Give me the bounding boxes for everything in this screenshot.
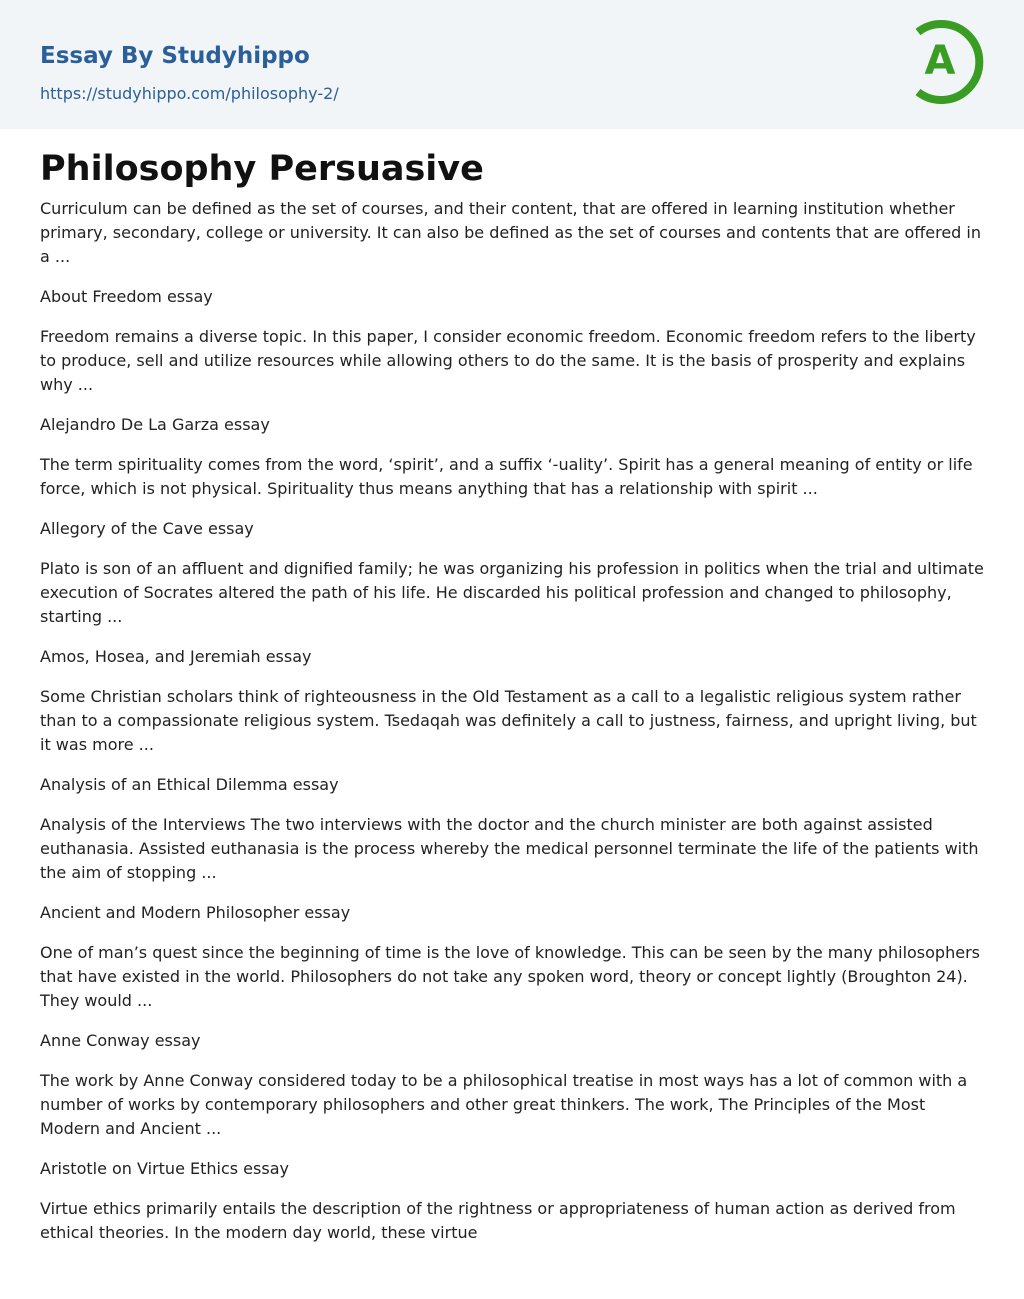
essay-list [40,285,984,1245]
essay-excerpt: The term spirituality comes from the word, ‘spirit’, and a suffix ‘-uality’. Spirit has a general meaning of entity or life force, which is not physical. Spirituality thus means anything that has a relationship with spirit ... [40,455,973,498]
essay-title[interactable]: Amos, Hosea, and Jeremiah essay [40,647,312,666]
essay-excerpt: The work by Anne Conway considered today to be a philosophical treatise in most ways has a lot of common with a number of works by contemporary philosophers and other great thinkers. The work, The Principles of the Most Modern and Ancient ... [40,1071,968,1138]
essay-title[interactable]: Allegory of the Cave essay [40,519,254,538]
essay-title[interactable]: Ancient and Modern Philosopher essay [40,903,351,922]
intro-paragraph: Curriculum can be defined as the set of courses, and their content, that are offered in learning institution whether primary, secondary, college or university. It can also be defined as the set of courses and contents that are offered in a ... [40,199,982,266]
essay-item [40,517,984,629]
essay-title[interactable]: About Freedom essay [40,287,213,306]
main-content [0,129,1024,1245]
essay-item [40,773,984,885]
essay-excerpt: One of man’s quest since the beginning of time is the love of knowledge. This can be seen by the many philosophers that have existed in the world. Philosophers do not take any spoken word, theory or concept lightly (Broughton 24). They would ... [40,943,980,1010]
essay-excerpt: Some Christian scholars think of righteousness in the Old Testament as a call to a legalistic religious system rather than to a compassionate religious system. Tsedaqah was definitely a call to justness, fairness, and upright living, but it was more ... [40,687,977,754]
essay-item [40,901,984,1013]
essay-item [40,645,984,757]
essay-item [40,413,984,501]
essay-item [40,1029,984,1141]
essay-title[interactable]: Analysis of an Ethical Dilemma essay [40,775,339,794]
essay-excerpt: Analysis of the Interviews The two interviews with the doctor and the church minister are both against assisted euthanasia. Assisted euthanasia is the process whereby the medical personnel terminate the life of the patients with the aim of stopping ... [40,815,979,882]
site-header [0,0,1024,129]
essay-title[interactable]: Aristotle on Virtue Ethics essay [40,1159,289,1178]
page-title: Philosophy Persuasive [40,149,484,189]
logo-letter: A [924,38,956,84]
essay-excerpt: Freedom remains a diverse topic. In this paper, I consider economic freedom. Economic freedom refers to the liberty to produce, sell and utilize resources while allowing others to do the same. It is the basis of prosperity and explains why ... [40,327,976,394]
essay-title[interactable]: Alejandro De La Garza essay [40,415,270,434]
essay-item [40,1157,984,1245]
essay-title[interactable]: Anne Conway essay [40,1031,201,1050]
essay-excerpt: Virtue ethics primarily entails the description of the rightness or appropriateness of human action as derived from ethical theories. In the modern day world, these virtue [40,1199,956,1242]
studyhippo-logo-icon[interactable] [910,18,986,106]
essay-item [40,285,984,397]
source-url-link[interactable]: https://studyhippo.com/philosophy-2/ [40,84,339,103]
site-title[interactable]: Essay By Studyhippo [40,43,310,69]
essay-excerpt: Plato is son of an affluent and dignified family; he was organizing his profession in politics when the trial and ultimate execution of Socrates altered the path of his life. He discarded his political profession and changed to philosophy, starting ... [40,559,984,626]
